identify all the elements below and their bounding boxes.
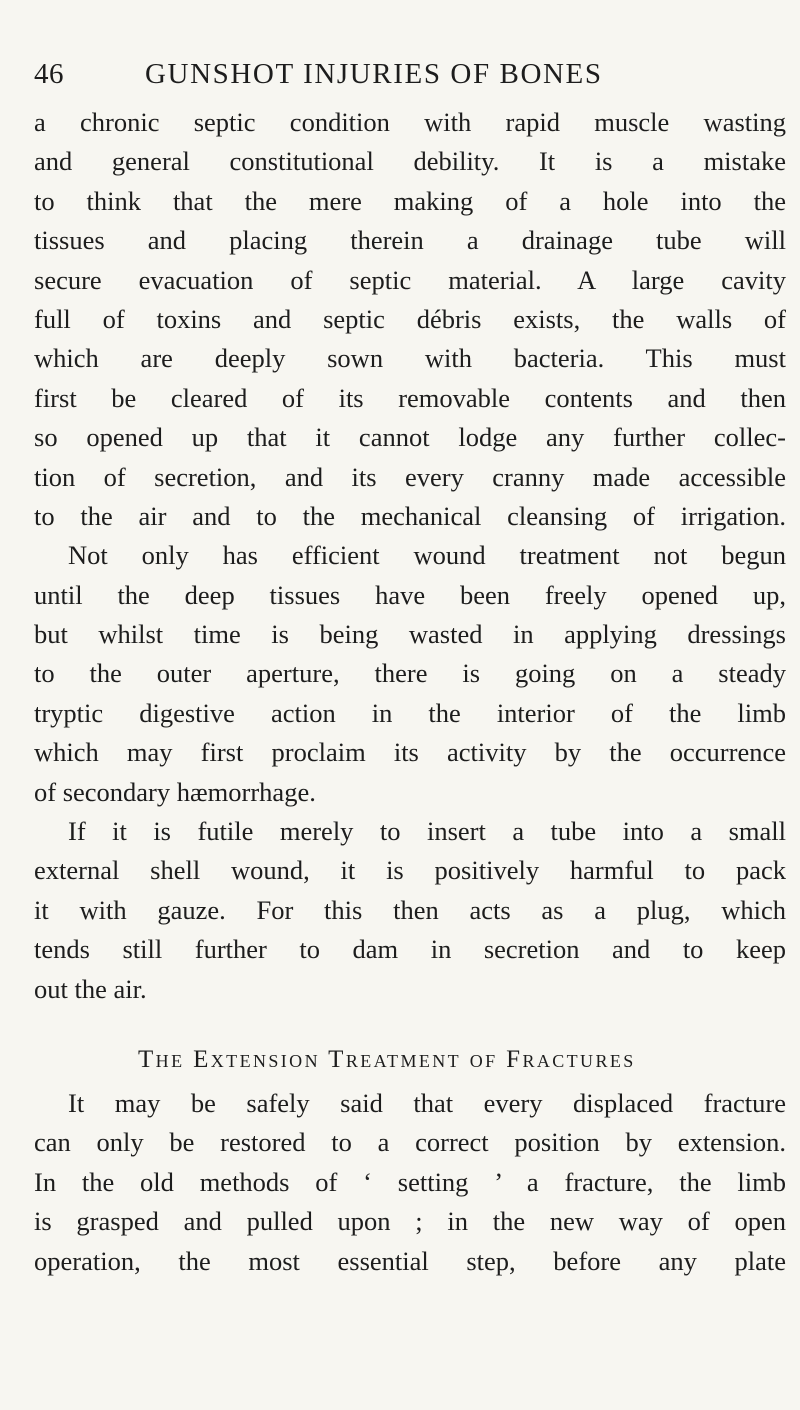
text-line: a chronic septic condition with rapid muscle wasting bbox=[34, 107, 786, 137]
text-line: out the air. bbox=[34, 973, 147, 1004]
text-line: If it is futile merely to insert a tube into a small bbox=[68, 816, 786, 847]
text-line: tryptic digestive action in the interior of the limb bbox=[34, 697, 786, 728]
text-line: first be cleared of its removable contents and then bbox=[34, 382, 786, 413]
text-line: which are deeply sown with bacteria. This must bbox=[34, 343, 786, 374]
text-line: It may be safely said that every displaced fracture bbox=[68, 1088, 786, 1118]
text-line: tissues and placing therein a drainage tube will bbox=[34, 225, 786, 256]
paragraph bbox=[34, 812, 786, 1009]
running-head: GUNSHOT INJURIES OF BONES bbox=[145, 58, 603, 90]
paragraph bbox=[34, 103, 786, 536]
text-line: can only be restored to a correct position by extension. bbox=[34, 1127, 786, 1158]
text-line: but whilst time is being wasted in applying dressings bbox=[34, 619, 786, 650]
text-line: to the air and to the mechanical cleansing of irrigation. bbox=[34, 500, 786, 531]
text-line: tends still further to dam in secretion and to keep bbox=[34, 934, 786, 965]
section-heading: The Extension Treatment of Fractures bbox=[138, 1046, 636, 1073]
text-line: to think that the mere making of a hole into the bbox=[34, 185, 786, 216]
text-line: external shell wound, it is positively harmful to pack bbox=[34, 855, 786, 886]
text-line: which may first proclaim its activity by the occurrence bbox=[34, 737, 786, 768]
text-line: so opened up that it cannot lodge any further collec- bbox=[34, 422, 786, 453]
page-header bbox=[34, 58, 754, 98]
text-line: Not only has efficient wound treatment not begun bbox=[68, 540, 786, 571]
text-line: tion of secretion, and its every cranny made accessible bbox=[34, 461, 786, 492]
text-line: and general constitutional debility. It is a mistake bbox=[34, 146, 786, 177]
text-line: it with gauze. For this then acts as a plug, which bbox=[34, 894, 786, 925]
section-body bbox=[34, 1084, 786, 1281]
text-line: until the deep tissues have been freely opened up, bbox=[34, 579, 786, 610]
text-line: operation, the most essential step, before any plate bbox=[34, 1245, 786, 1276]
text-line: to the outer aperture, there is going on a steady bbox=[34, 658, 786, 689]
page-number: 46 bbox=[34, 58, 64, 90]
body-text bbox=[34, 103, 786, 1009]
text-line: full of toxins and septic débris exists, the walls of bbox=[34, 303, 786, 334]
text-line: secure evacuation of septic material. A large cavity bbox=[34, 264, 786, 295]
text-line: is grasped and pulled upon ; in the new way of open bbox=[34, 1206, 786, 1237]
paragraph bbox=[34, 536, 786, 812]
text-line: In the old methods of ‘ setting ’ a fracture, the limb bbox=[34, 1166, 786, 1197]
text-line: of secondary hæmorrhage. bbox=[34, 776, 316, 807]
